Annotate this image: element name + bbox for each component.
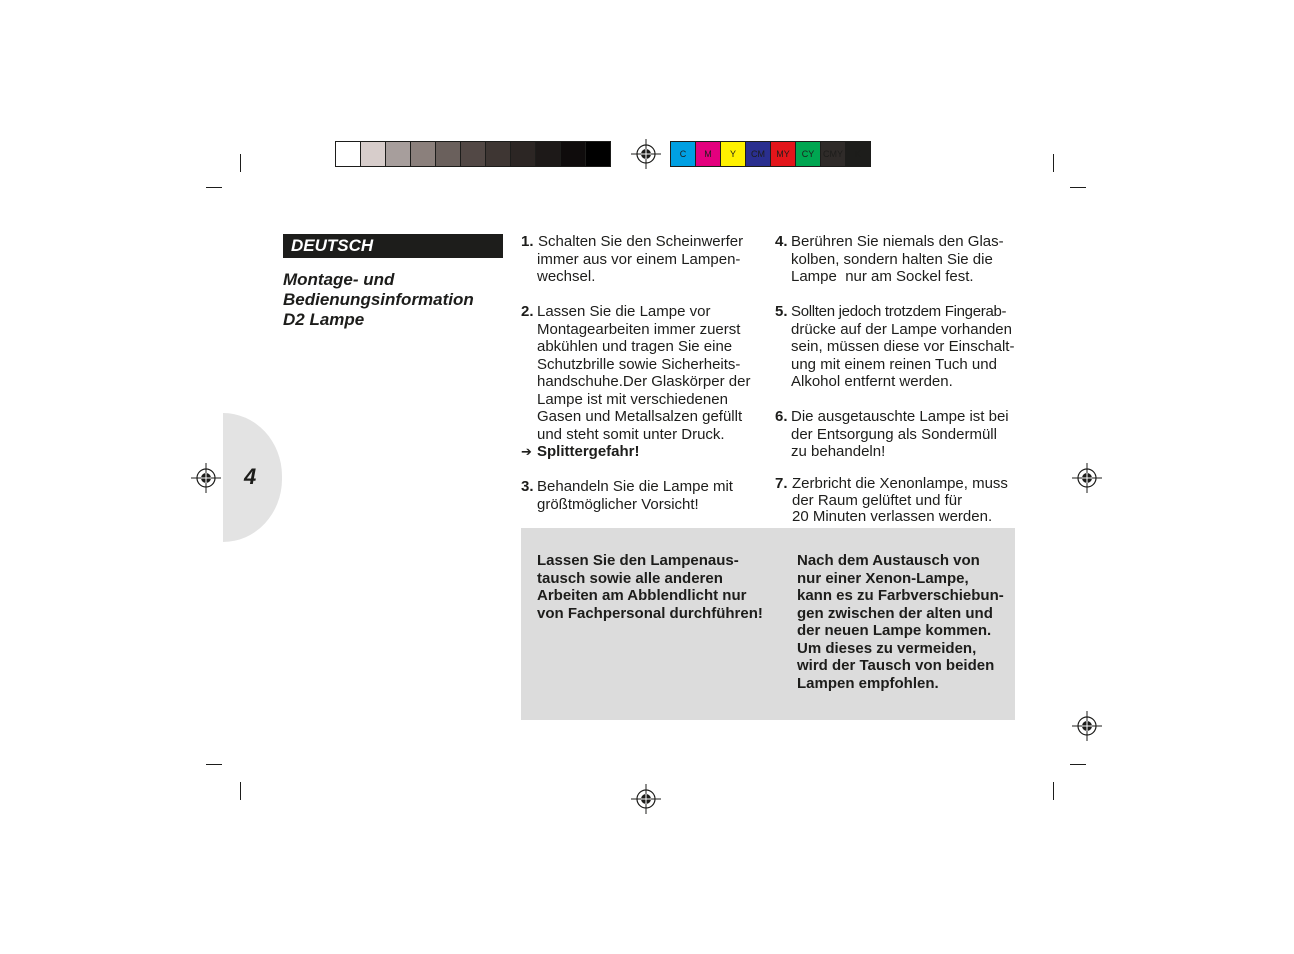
warning-text: Splittergefahr! [537,443,640,460]
item-line: Zerbricht die Xenonlampe, muss [792,475,1008,492]
registration-mark-icon [1072,711,1102,741]
item-line: Gasen und Metallsalzen gefüllt [537,408,743,425]
note-line: Lassen Sie den Lampenaus- [537,552,739,569]
color-control-bar [670,141,870,167]
instruction-item-2 [521,303,766,461]
note-line: wird der Tausch von beiden [797,657,995,674]
item-line: Montagearbeiten immer zuerst [537,320,741,338]
gray-swatch [460,141,486,167]
gray-swatch [585,141,611,167]
color-swatch-k: K [845,141,871,167]
title-line: Bedienungsinformation [283,290,474,309]
item-line: Lampe nur am Sockel fest. [791,268,974,285]
instruction-item-4 [775,233,1020,286]
color-swatch-cmy: CMY [820,141,846,167]
item-line: abkühlen und tragen Sie eine [537,338,733,355]
color-swatch-c: C [670,141,696,167]
instruction-item-1 [521,233,761,286]
crop-mark [206,187,222,188]
item-line: Schalten Sie den Scheinwerfer [538,233,744,250]
note-line: Arbeiten am Abblendlicht nur [537,587,747,604]
item-line: und steht somit unter Druck. [537,425,725,443]
registration-mark-icon [191,463,221,493]
item-number: 4. [775,233,788,250]
item-line: drücke auf der Lampe vorhanden [791,320,1012,338]
registration-mark-icon [1072,463,1102,493]
item-line: Alkohol entfernt werden. [791,373,953,390]
item-line: ung mit einem reinen Tuch und [791,355,997,373]
item-line: der Raum gelüftet und für [792,491,963,509]
registration-mark-icon [631,784,661,814]
item-line: Schutzbrille sowie Sicherheits- [537,355,741,373]
item-line: Berühren Sie niemals den Glas- [791,233,1004,250]
gray-swatch [485,141,511,167]
gray-swatch [435,141,461,167]
page-number: 4 [244,464,257,489]
info-box [521,528,1015,720]
color-swatch-cy: CY [795,141,821,167]
note-line: nur einer Xenon-Lampe, [797,569,969,587]
color-swatch-y: Y [720,141,746,167]
item-line: wechsel. [537,268,596,285]
item-line: größtmöglicher Vorsicht! [537,495,699,513]
gray-swatch [385,141,411,167]
item-number: 7. [775,475,788,492]
note-line: Lampen empfohlen. [797,674,939,692]
gray-swatch [560,141,586,167]
note-line: kann es zu Farbverschiebun- [797,587,1004,604]
crop-mark [1070,764,1086,765]
item-line: Sollten jedoch trotzdem Fingerab- [791,303,1007,320]
language-heading: DEUTSCH [283,234,503,258]
item-line: Die ausgetauschte Lampe ist bei [791,408,1009,425]
color-swatch-cm: CM [745,141,771,167]
warning-line [521,443,766,461]
crop-mark [206,764,222,765]
item-number: 2. [521,303,534,320]
gray-swatch [510,141,536,167]
color-swatch-my: MY [770,141,796,167]
item-number: 1. [521,233,534,250]
gray-swatch [360,141,386,167]
instruction-item-7 [775,476,1020,526]
title-line: Montage- und [283,270,395,289]
item-line: handschuhe.Der Glaskörper der [537,373,751,390]
document-title [283,270,513,330]
note-line: tausch sowie alle anderen [537,569,723,587]
arrow-right-icon: ➔ [521,444,532,459]
title-line: D2 Lampe [283,310,365,329]
color-swatch-m: M [695,141,721,167]
crop-mark [240,154,241,172]
item-line: der Entsorgung als Sondermüll [791,425,997,443]
item-line: Lampe ist mit verschiedenen [537,390,728,408]
instruction-item-5 [775,303,1020,391]
note-line: gen zwischen der alten und [797,604,993,622]
crop-mark [1053,782,1054,800]
note-line: der neuen Lampe kommen. [797,622,992,639]
crop-mark [1053,154,1054,172]
note-right [797,552,1012,692]
gray-swatch [335,141,361,167]
note-line: Nach dem Austausch von [797,552,980,569]
crop-mark [1070,187,1086,188]
item-line: sein, müssen diese vor Einschalt- [791,338,1015,355]
item-line: Behandeln Sie die Lampe mit [537,478,733,495]
item-line: zu behandeln! [791,443,886,460]
item-line: immer aus vor einem Lampen- [537,250,741,268]
item-number: 6. [775,408,788,425]
note-line: von Fachpersonal durchführen! [537,604,763,622]
item-line: kolben, sondern halten Sie die [791,250,993,268]
crop-mark [240,782,241,800]
gray-swatch [535,141,561,167]
instruction-item-3 [521,478,761,513]
item-number: 5. [775,303,788,320]
gray-scale-bar [335,141,610,167]
note-left [537,552,777,622]
item-number: 3. [521,478,534,495]
gray-swatch [410,141,436,167]
item-line: 20 Minuten verlassen werden. [792,508,993,525]
instruction-item-6 [775,408,1020,461]
item-line: Lassen Sie die Lampe vor [537,303,711,320]
registration-mark-icon [631,139,661,169]
note-line: Um dieses zu vermeiden, [797,639,977,657]
